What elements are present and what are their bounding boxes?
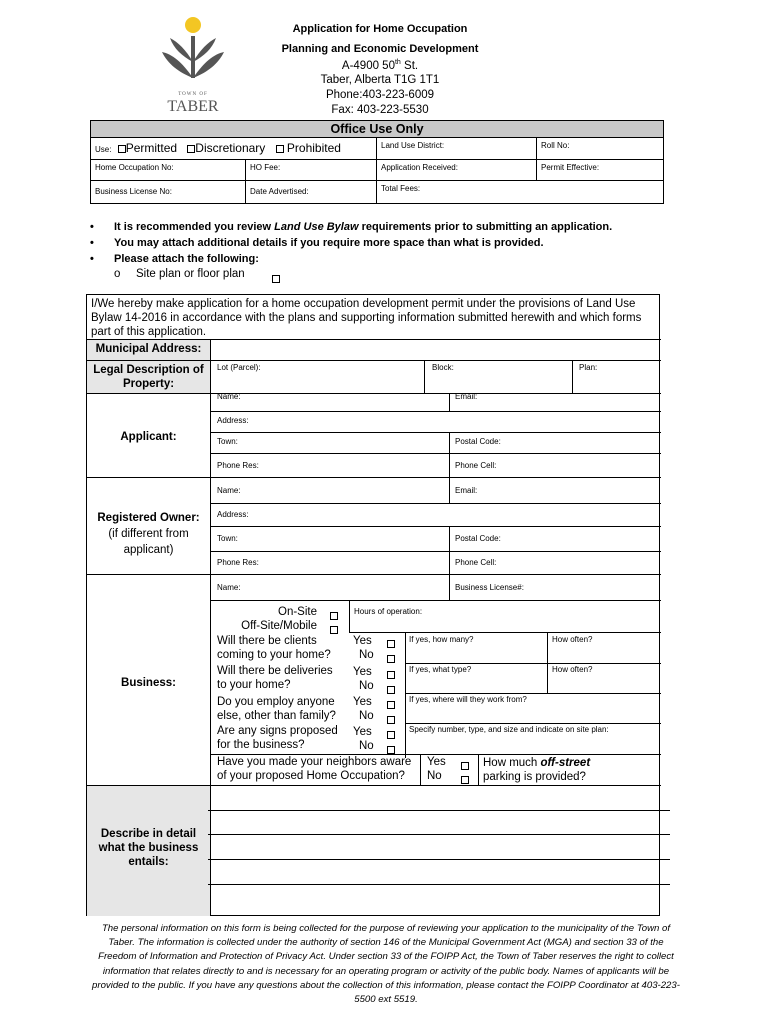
owner-postal[interactable]: Postal Code: xyxy=(455,534,501,543)
clients-yes-label: Yes xyxy=(353,635,372,647)
onsite-label: On-Site xyxy=(278,606,317,618)
applicant-phone-cell[interactable]: Phone Cell: xyxy=(455,461,497,470)
owner-email[interactable]: Email: xyxy=(455,486,478,495)
municipal-address-field[interactable] xyxy=(210,339,661,360)
lot-parcel-field[interactable]: Lot (Parcel): xyxy=(217,363,261,372)
town-logo xyxy=(160,16,226,116)
deliveries-how-often[interactable]: How often? xyxy=(552,665,593,674)
owner-address[interactable]: Address: xyxy=(217,510,249,519)
parking-question[interactable]: How much off-street parking is provided? xyxy=(483,757,591,783)
application-form xyxy=(86,294,660,916)
describe-line-4[interactable] xyxy=(208,884,670,885)
land-use-district[interactable]: Land Use District: xyxy=(377,138,537,160)
date-advertised[interactable]: Date Advertised: xyxy=(246,181,377,204)
plan-field[interactable]: Plan: xyxy=(579,363,598,372)
owner-name[interactable]: Name: xyxy=(217,486,241,495)
employ-question: Do you employ anyone else, other than family? xyxy=(217,696,336,722)
note-please-attach: • Please attach the following: xyxy=(90,253,259,265)
logo-small-text: TOWN OF xyxy=(178,92,208,97)
signs-yes-checkbox[interactable] xyxy=(387,731,395,739)
applicant-postal[interactable]: Postal Code: xyxy=(455,437,501,446)
business-license[interactable]: Business License#: xyxy=(455,583,524,592)
owner-sublabel: (if different from applicant) xyxy=(108,528,189,556)
deliveries-yes-label: Yes xyxy=(353,666,372,678)
employ-yes-label: Yes xyxy=(353,696,372,708)
applicant-phone-res[interactable]: Phone Res: xyxy=(217,461,259,470)
deliveries-no-checkbox[interactable] xyxy=(387,686,395,694)
employ-yes-checkbox[interactable] xyxy=(387,701,395,709)
business-name[interactable]: Name: xyxy=(217,583,241,592)
note-attach-details: • You may attach additional details if you require more space than what is provided. xyxy=(90,237,544,249)
employ-no-label: No xyxy=(359,710,374,722)
block-field[interactable]: Block: xyxy=(432,363,454,372)
fax: Fax: 403-223-5530 xyxy=(331,104,429,116)
phone: Phone:403-223-6009 xyxy=(325,89,435,101)
use-cell: Use: Permitted Discretionary Prohibited xyxy=(91,138,377,160)
clients-yes-checkbox[interactable] xyxy=(387,640,395,648)
city: Taber, Alberta T1G 1T1 xyxy=(320,74,440,86)
ho-fee[interactable]: HO Fee: xyxy=(246,160,377,181)
application-received[interactable]: Application Received: xyxy=(377,160,537,181)
applicant-label: Applicant: xyxy=(120,431,177,443)
describe-line-3[interactable] xyxy=(208,859,670,860)
hours-of-operation[interactable]: Hours of operation: xyxy=(354,607,423,616)
office-use-table xyxy=(90,120,664,204)
deliveries-question: Will there be deliveries to your home? xyxy=(217,665,333,691)
signs-question: Are any signs proposed for the business? xyxy=(217,725,338,751)
site-plan-label: Site plan or floor plan xyxy=(136,268,245,280)
employ-no-checkbox[interactable] xyxy=(387,716,395,724)
total-fees[interactable]: Total Fees: xyxy=(381,184,421,193)
offsite-checkbox[interactable] xyxy=(330,626,338,634)
declaration: I/We hereby make application for a home occupation development permit under the provisions of Land Use Bylaw 14-2016 in accordance with the plans and supporting information submitted herewith and which forms part of this application. xyxy=(91,298,642,338)
clients-no-checkbox[interactable] xyxy=(387,655,395,663)
neighbors-yes-label: Yes xyxy=(427,756,446,768)
permitted-checkbox[interactable] xyxy=(118,145,126,153)
neighbors-question: Have you made your neighbors aware of your proposed Home Occupation? xyxy=(217,756,412,782)
clients-question: Will there be clients coming to your home? xyxy=(217,635,331,661)
office-use-title: Office Use Only xyxy=(91,121,663,138)
applicant-email[interactable]: Email: xyxy=(455,392,478,401)
clients-how-often[interactable]: How often? xyxy=(552,635,593,644)
owner-phone-cell[interactable]: Phone Cell: xyxy=(455,558,497,567)
form-title: Application for Home Occupation xyxy=(292,23,468,35)
legal-description-label: Legal Description of Property: xyxy=(93,364,204,390)
signs-no-label: No xyxy=(359,740,374,752)
deliveries-what-type[interactable]: If yes, what type? xyxy=(409,665,472,674)
owner-phone-res[interactable]: Phone Res: xyxy=(217,558,259,567)
logo-big-text: TABER xyxy=(167,98,219,115)
applicant-address[interactable]: Address: xyxy=(217,416,249,425)
site-plan-checkbox[interactable] xyxy=(272,275,280,283)
business-license-no[interactable]: Business License No: xyxy=(91,181,246,204)
address: A-4900 50th St. xyxy=(341,59,419,72)
applicant-name[interactable]: Name: xyxy=(217,392,241,401)
municipal-address-label: Municipal Address: xyxy=(95,343,202,355)
permit-effective[interactable]: Permit Effective: xyxy=(537,160,664,181)
department: Planning and Economic Development xyxy=(281,43,479,55)
taber-logo-icon xyxy=(160,16,226,102)
neighbors-no-checkbox[interactable] xyxy=(461,776,469,784)
privacy-notice: The personal information on this form is being collected for the purpose of reviewing your application to the municipality of the Town of Taber. The information is collected under the authority of section 146 of the Municipal Government Act (MGA) and section 33 of the Freedom of Information and Protection of Privacy Act. Under section 33 of the FOIPP Act, the Town of Taber reserves the right to collect information that relates directly to and is necessary for an operating program or activity of the public body. Names of applicants will be provided to the public. If you have any questions about the collection of this information, please contact the FOIPP Coordinator at 403-223-5500 ext 5519. xyxy=(92,923,680,1006)
prohibited-checkbox[interactable] xyxy=(276,145,284,153)
roll-no[interactable]: Roll No: xyxy=(537,138,664,160)
signs-specify[interactable]: Specify number, type, and size and indicate on site plan: xyxy=(409,725,609,734)
sub-bullet: o xyxy=(114,268,121,280)
clients-no-label: No xyxy=(359,649,374,661)
signs-no-checkbox[interactable] xyxy=(387,746,395,754)
describe-label: Describe in detail what the business entails: xyxy=(98,828,199,868)
deliveries-yes-checkbox[interactable] xyxy=(387,671,395,679)
owner-town[interactable]: Town: xyxy=(217,534,238,543)
offsite-label: Off-Site/Mobile xyxy=(241,620,317,632)
signs-yes-label: Yes xyxy=(353,726,372,738)
neighbors-no-label: No xyxy=(427,770,442,782)
owner-label-block xyxy=(91,510,206,558)
describe-line-1[interactable] xyxy=(208,810,670,811)
home-occupation-no[interactable]: Home Occupation No: xyxy=(91,160,246,181)
note-review-bylaw: • It is recommended you review Land Use Bylaw requirements prior to submitting an application. xyxy=(90,221,613,233)
neighbors-yes-checkbox[interactable] xyxy=(461,762,469,770)
describe-line-2[interactable] xyxy=(208,834,670,835)
applicant-town[interactable]: Town: xyxy=(217,437,238,446)
employ-where[interactable]: If yes, where will they work from? xyxy=(409,695,527,704)
onsite-checkbox[interactable] xyxy=(330,612,338,620)
clients-how-many[interactable]: If yes, how many? xyxy=(409,635,474,644)
owner-label: Registered Owner: xyxy=(97,512,200,524)
deliveries-no-label: No xyxy=(359,680,374,692)
business-label: Business: xyxy=(121,677,176,689)
